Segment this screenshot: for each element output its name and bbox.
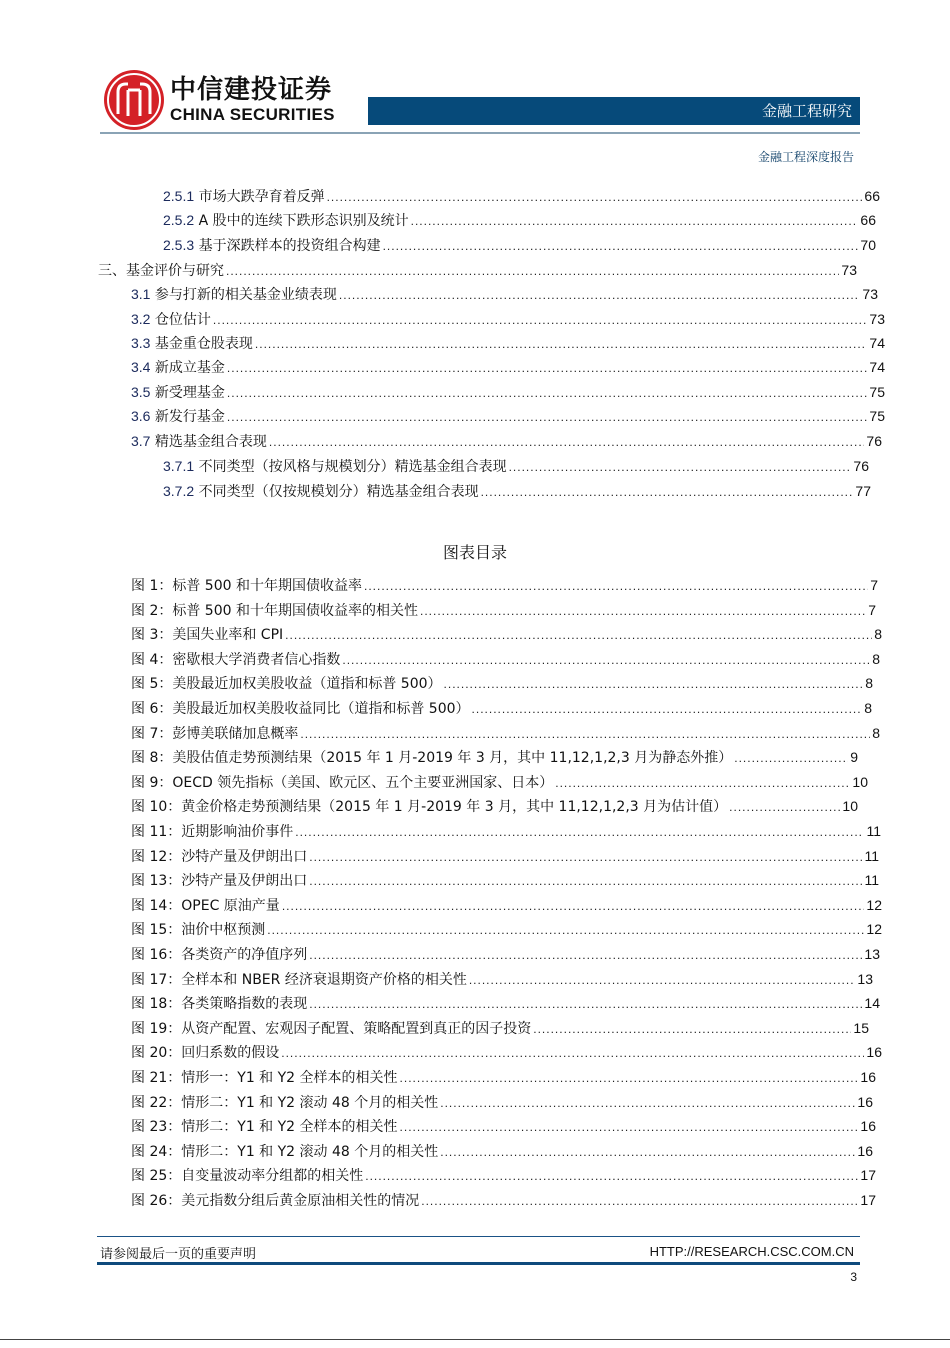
figure-title-text: 各类资产的净值序列	[181, 947, 308, 963]
figure-title-text: 美股最近加权美股收益同比（道指和标普 500）	[172, 701, 470, 717]
figure-entry-page: 16	[857, 1143, 873, 1159]
dot-leader	[227, 383, 868, 403]
figure-entry-page: 16	[857, 1094, 873, 1110]
figure-entry-page: 13	[864, 946, 880, 962]
footer-divider-top	[97, 1236, 860, 1237]
dot-leader	[440, 1142, 855, 1162]
dot-leader	[481, 482, 854, 502]
toc-entry-title	[131, 431, 267, 452]
figure-title-text: 标普 500 和十年期国债收益率的相关性	[172, 603, 418, 619]
figure-entry[interactable]	[131, 1042, 882, 1063]
figure-label: 图 4：	[131, 652, 173, 668]
figure-label: 图 10：	[131, 799, 182, 815]
dot-leader	[282, 896, 865, 916]
toc-entry-title	[163, 210, 409, 231]
figure-entry-page: 11	[864, 848, 879, 864]
dot-leader	[285, 625, 872, 645]
dot-leader	[411, 211, 859, 231]
toc-entry-title	[131, 309, 211, 330]
figure-title-text: 标普 500 和十年期国债收益率	[172, 578, 362, 594]
toc-entry-title	[131, 333, 253, 354]
dot-leader	[364, 576, 868, 596]
dot-leader	[444, 674, 864, 694]
dot-leader	[213, 310, 868, 330]
figure-label: 图 13：	[131, 873, 182, 889]
figure-title-text: 自变量波动率分组都的相关性	[181, 1168, 364, 1184]
section-label: 金融工程研究	[761, 102, 852, 120]
figure-entry[interactable]	[131, 575, 878, 596]
figure-entry-page: 13	[857, 971, 873, 987]
figure-entry-title	[131, 625, 283, 645]
figure-entry-title	[131, 970, 467, 990]
figure-title-text: OECD 领先指标（美国、欧元区、五个主要亚洲国家、日本）	[172, 775, 554, 791]
figure-title-text: 全样本和 NBER 经济衰退期资产价格的相关性	[181, 972, 467, 988]
toc-entry[interactable]	[163, 210, 876, 231]
figure-entry[interactable]	[131, 624, 882, 645]
disclaimer-note: 请参阅最后一页的重要声明	[100, 1247, 257, 1262]
figure-entry-title	[131, 920, 265, 940]
figure-entry[interactable]	[131, 1141, 873, 1162]
dot-leader	[327, 187, 863, 207]
dot-leader	[227, 407, 868, 427]
toc-entry[interactable]	[163, 456, 869, 477]
figure-entry[interactable]	[131, 1018, 869, 1039]
figure-entry-title	[131, 1142, 438, 1162]
figure-entry-title	[131, 1093, 438, 1113]
figure-entry[interactable]	[131, 747, 858, 768]
dot-leader	[440, 1093, 855, 1113]
figure-entry-page: 8	[874, 626, 882, 642]
toc-entry-text: 新发行基金	[150, 409, 225, 425]
toc-entry[interactable]	[131, 406, 885, 427]
toc-entry-number: 3.3	[131, 335, 151, 351]
figure-label: 图 12：	[131, 849, 182, 865]
figure-label: 图 24：	[131, 1144, 182, 1160]
figure-entry-title	[131, 650, 340, 670]
toc-entry-page: 75	[869, 384, 885, 400]
figure-label: 图 26：	[131, 1193, 182, 1209]
figure-entry[interactable]	[131, 944, 880, 965]
figures-toc-title: 图表目录	[442, 543, 507, 562]
toc-entry-page: 76	[866, 433, 882, 449]
figure-entry-title	[131, 1043, 279, 1063]
logo-chinese-name: 中信建投证券	[170, 75, 333, 105]
dot-leader	[342, 650, 870, 670]
figure-entry-page: 8	[872, 651, 880, 667]
figure-entry[interactable]	[131, 846, 879, 867]
figure-entry[interactable]	[131, 895, 882, 916]
toc-entry-text: A 股中的连续下跌形态识别及统计	[194, 213, 409, 229]
figure-entry[interactable]	[131, 870, 879, 891]
figure-entry[interactable]	[131, 969, 873, 990]
figure-label: 图 3：	[131, 627, 173, 643]
toc-entry[interactable]	[163, 235, 876, 256]
toc-entry-text: 基于深跌样本的投资组合构建	[194, 238, 381, 254]
toc-entry[interactable]	[98, 260, 857, 281]
figure-label: 图 6：	[131, 701, 173, 717]
figure-entry[interactable]	[131, 993, 880, 1014]
figure-title-text: 彭博美联储加息概率	[172, 726, 299, 742]
dot-leader	[309, 847, 862, 867]
figure-entry-title	[131, 773, 553, 793]
toc-entry-text: 新受理基金	[150, 385, 225, 401]
figure-title-text: 油价中枢预测	[181, 922, 266, 938]
figure-entry[interactable]	[131, 919, 882, 940]
toc-entry-page: 73	[862, 286, 878, 302]
toc-entry-number: 2.5.2	[163, 212, 195, 228]
figure-entry[interactable]	[131, 698, 872, 719]
figure-label: 图 17：	[131, 972, 182, 988]
toc-entry-page: 74	[869, 335, 885, 351]
figure-entry[interactable]	[131, 600, 876, 621]
figure-title-text: 情形二：Y1 和 Y2 滚动 48 个月的相关性	[181, 1095, 439, 1111]
figure-entry-page: 10	[852, 774, 868, 790]
toc-entry[interactable]	[131, 333, 885, 354]
figure-entry[interactable]	[131, 821, 881, 842]
toc-entry-text: 不同类型（仅按规模划分）精选基金组合表现	[194, 484, 479, 500]
page-edge-line	[0, 1339, 950, 1340]
dot-leader	[309, 945, 862, 965]
toc-entry-page: 66	[860, 212, 876, 228]
figure-entry-page: 16	[860, 1118, 876, 1134]
figure-entry[interactable]	[131, 1092, 873, 1113]
header-divider	[100, 132, 860, 134]
figure-entry-title	[131, 724, 298, 744]
figure-entry-title	[131, 1117, 398, 1137]
figure-entry-title	[131, 748, 732, 768]
figure-label: 图 25：	[131, 1168, 182, 1184]
figure-label: 图 15：	[131, 922, 182, 938]
dot-leader	[300, 724, 870, 744]
figure-entry-title	[131, 945, 307, 965]
figure-title-text: 近期影响油价事件	[181, 824, 294, 840]
figure-entry-title	[131, 1191, 419, 1211]
toc-entry-number: 3.7.1	[163, 458, 195, 474]
toc-entry-page: 75	[869, 408, 885, 424]
toc-entry-title	[131, 406, 225, 427]
toc-entry[interactable]	[131, 284, 878, 305]
dot-leader	[269, 432, 865, 452]
dot-leader	[421, 1191, 858, 1211]
figure-entry-title	[131, 1166, 363, 1186]
figure-entry[interactable]	[131, 796, 858, 817]
figure-title-text: 情形一：Y1 和 Y2 全样本的相关性	[181, 1070, 398, 1086]
figure-title-text: 回归系数的假设	[181, 1045, 280, 1061]
figure-label: 图 22：	[131, 1095, 182, 1111]
figure-label: 图 20：	[131, 1045, 182, 1061]
toc-entry[interactable]	[131, 431, 882, 452]
toc-entry-text: 不同类型（按风格与规模划分）精选基金组合表现	[194, 459, 507, 475]
toc-entry-text: 基金重仓股表现	[150, 336, 253, 352]
figure-label: 图 16：	[131, 947, 182, 963]
dot-leader	[509, 457, 852, 477]
toc-entry-number: 2.5.1	[163, 188, 195, 204]
figure-entry-page: 16	[860, 1069, 876, 1085]
toc-entry-title	[163, 235, 381, 256]
figure-title-text: 美股估值走势预测结果（2015 年 1 月-2019 年 3 月，其中 11,12,1,2,3 月为静态外推）	[172, 750, 733, 766]
figure-label: 图 7：	[131, 726, 173, 742]
figure-label: 图 9：	[131, 775, 173, 791]
figure-entry-title	[131, 822, 293, 842]
figure-entry-title	[131, 1068, 398, 1088]
report-type: 金融工程深度报告	[757, 150, 854, 164]
figure-entry-title	[131, 1019, 531, 1039]
header-banner	[368, 97, 860, 125]
toc-entry[interactable]	[131, 309, 885, 330]
company-logo	[104, 68, 335, 132]
figure-entry-page: 14	[864, 995, 880, 1011]
figure-title-text: 情形二：Y1 和 Y2 滚动 48 个月的相关性	[181, 1144, 439, 1160]
toc-entry-title	[163, 481, 479, 502]
figure-entry-title	[131, 674, 442, 694]
figure-title-text: 沙特产量及伊朗出口	[181, 873, 308, 889]
figure-entry-title	[131, 994, 307, 1014]
figure-title-text: 美国失业率和 CPI	[172, 627, 284, 643]
figure-entry[interactable]	[131, 723, 880, 744]
figure-entry-page: 16	[866, 1044, 882, 1060]
figure-entry-title	[131, 896, 280, 916]
toc-entry-title	[98, 261, 224, 281]
figure-entry-title	[131, 797, 727, 817]
toc-entry-page: 76	[853, 458, 869, 474]
toc-entry-number: 3.7.2	[163, 483, 195, 499]
dot-leader	[555, 773, 850, 793]
figure-title-text: 情形二：Y1 和 Y2 全样本的相关性	[181, 1119, 398, 1135]
figure-entry-page: 17	[860, 1167, 876, 1183]
figure-entry[interactable]	[131, 1165, 876, 1186]
dot-leader	[533, 1019, 851, 1039]
dot-leader	[400, 1068, 859, 1088]
figure-entry-page: 10	[842, 798, 858, 814]
figure-entry-title	[131, 847, 307, 867]
figure-label: 图 23：	[131, 1119, 182, 1135]
figure-label: 图 5：	[131, 676, 173, 692]
citic-logo-icon	[104, 70, 164, 130]
toc-entry-number: 3.6	[131, 408, 151, 424]
figure-entry-page: 8	[872, 725, 880, 741]
figure-label: 图 2：	[131, 603, 173, 619]
toc-entry-page: 70	[860, 237, 876, 253]
footer-divider-bottom	[97, 1262, 860, 1265]
toc-entry-text: 市场大跌孕育着反弹	[194, 189, 325, 205]
toc-entry-title	[131, 382, 225, 403]
figure-title-text: 美股最近加权美股收益（道指和标普 500）	[172, 676, 442, 692]
dot-leader	[469, 970, 856, 990]
figure-entry-page: 17	[860, 1192, 876, 1208]
toc-entry-title	[131, 284, 337, 305]
toc-entry[interactable]	[163, 186, 880, 207]
figure-entry-page: 11	[864, 872, 879, 888]
dot-leader	[281, 1043, 864, 1063]
figure-entry[interactable]	[131, 1190, 876, 1211]
dot-leader	[309, 994, 862, 1014]
figure-title-text: 美元指数分组后黄金原油相关性的情况	[181, 1193, 420, 1209]
toc-entry[interactable]	[131, 382, 885, 403]
figure-entry-title	[131, 699, 470, 719]
figure-label: 图 8：	[131, 750, 173, 766]
figure-label: 图 1：	[131, 578, 173, 594]
dot-leader	[339, 285, 861, 305]
toc-entry-page: 77	[855, 483, 871, 499]
page-number: 3	[850, 1270, 857, 1284]
toc-entry-page: 73	[841, 262, 857, 278]
toc-entry-page: 66	[864, 188, 880, 204]
figure-entry-page: 7	[870, 577, 878, 593]
toc-entry[interactable]	[163, 481, 871, 502]
figure-title-text: 黄金价格走势预测结果（2015 年 1 月-2019 年 3 月，其中 11,12,1,2,3 月为估计值）	[181, 799, 728, 815]
logo-english-name: CHINA SECURITIES	[170, 105, 335, 124]
figure-entry-page: 12	[866, 897, 882, 913]
figure-entry-page: 15	[853, 1020, 869, 1036]
figure-entry-page: 9	[850, 749, 858, 765]
figure-entry-page: 8	[865, 675, 873, 691]
figure-label: 图 14：	[131, 898, 182, 914]
figure-title-text: 密歇根大学消费者信心指数	[172, 652, 341, 668]
dot-leader	[309, 871, 862, 891]
figure-label: 图 11：	[131, 824, 182, 840]
figure-entry[interactable]	[131, 1067, 876, 1088]
toc-entry-text: 仓位估计	[150, 312, 211, 328]
figure-title-text: 沙特产量及伊朗出口	[181, 849, 308, 865]
figure-entry[interactable]	[131, 1116, 876, 1137]
toc-entry-number: 2.5.3	[163, 237, 195, 253]
figure-entry[interactable]	[131, 772, 868, 793]
toc-entry-number: 3.7	[131, 433, 151, 449]
dot-leader	[420, 601, 866, 621]
dot-leader	[226, 261, 839, 281]
toc-entry-title	[163, 186, 325, 207]
dot-leader	[472, 699, 863, 719]
toc-entry-number: 3.1	[131, 286, 151, 302]
figure-label: 图 21：	[131, 1070, 182, 1086]
toc-entry-title	[131, 357, 225, 378]
dot-leader	[734, 748, 848, 768]
figure-title-text: OPEC 原油产量	[181, 898, 280, 914]
figure-entry-title	[131, 601, 418, 621]
dot-leader	[729, 797, 840, 817]
figure-entry-page: 11	[866, 823, 881, 839]
figure-entry-page: 7	[868, 602, 876, 618]
figure-label: 图 18：	[131, 996, 182, 1012]
toc-entry-text: 新成立基金	[150, 360, 225, 376]
figure-entry[interactable]	[131, 649, 880, 670]
figure-entry-title	[131, 576, 362, 596]
dot-leader	[383, 236, 859, 256]
toc-entry-number: 3.5	[131, 384, 151, 400]
figure-entry-title	[131, 871, 307, 891]
figure-entry-page: 8	[864, 700, 872, 716]
toc-entry-number: 3.2	[131, 311, 151, 327]
toc-entry-page: 74	[869, 359, 885, 375]
figure-title-text: 从资产配置、宏观因子配置、策略配置到真正的因子投资	[181, 1021, 532, 1037]
figure-title-text: 各类策略指数的表现	[181, 996, 308, 1012]
toc-entry-title	[163, 456, 507, 477]
dot-leader	[255, 334, 868, 354]
toc-entry-text: 三、基金评价与研究	[98, 263, 224, 279]
toc-entry-text: 参与打新的相关基金业绩表现	[150, 287, 337, 303]
toc-entry-page: 73	[869, 311, 885, 327]
dot-leader	[267, 920, 864, 940]
toc-entry[interactable]	[131, 357, 885, 378]
figure-entry-page: 12	[866, 921, 882, 937]
figure-entry[interactable]	[131, 673, 873, 694]
figure-label: 图 19：	[131, 1021, 182, 1037]
dot-leader	[365, 1166, 858, 1186]
toc-entry-text: 精选基金组合表现	[150, 434, 267, 450]
research-url-link[interactable]: HTTP://RESEARCH.CSC.COM.CN	[649, 1244, 854, 1259]
dot-leader	[400, 1117, 859, 1137]
dot-leader	[295, 822, 864, 842]
dot-leader	[227, 358, 868, 378]
toc-entry-number: 3.4	[131, 359, 151, 375]
